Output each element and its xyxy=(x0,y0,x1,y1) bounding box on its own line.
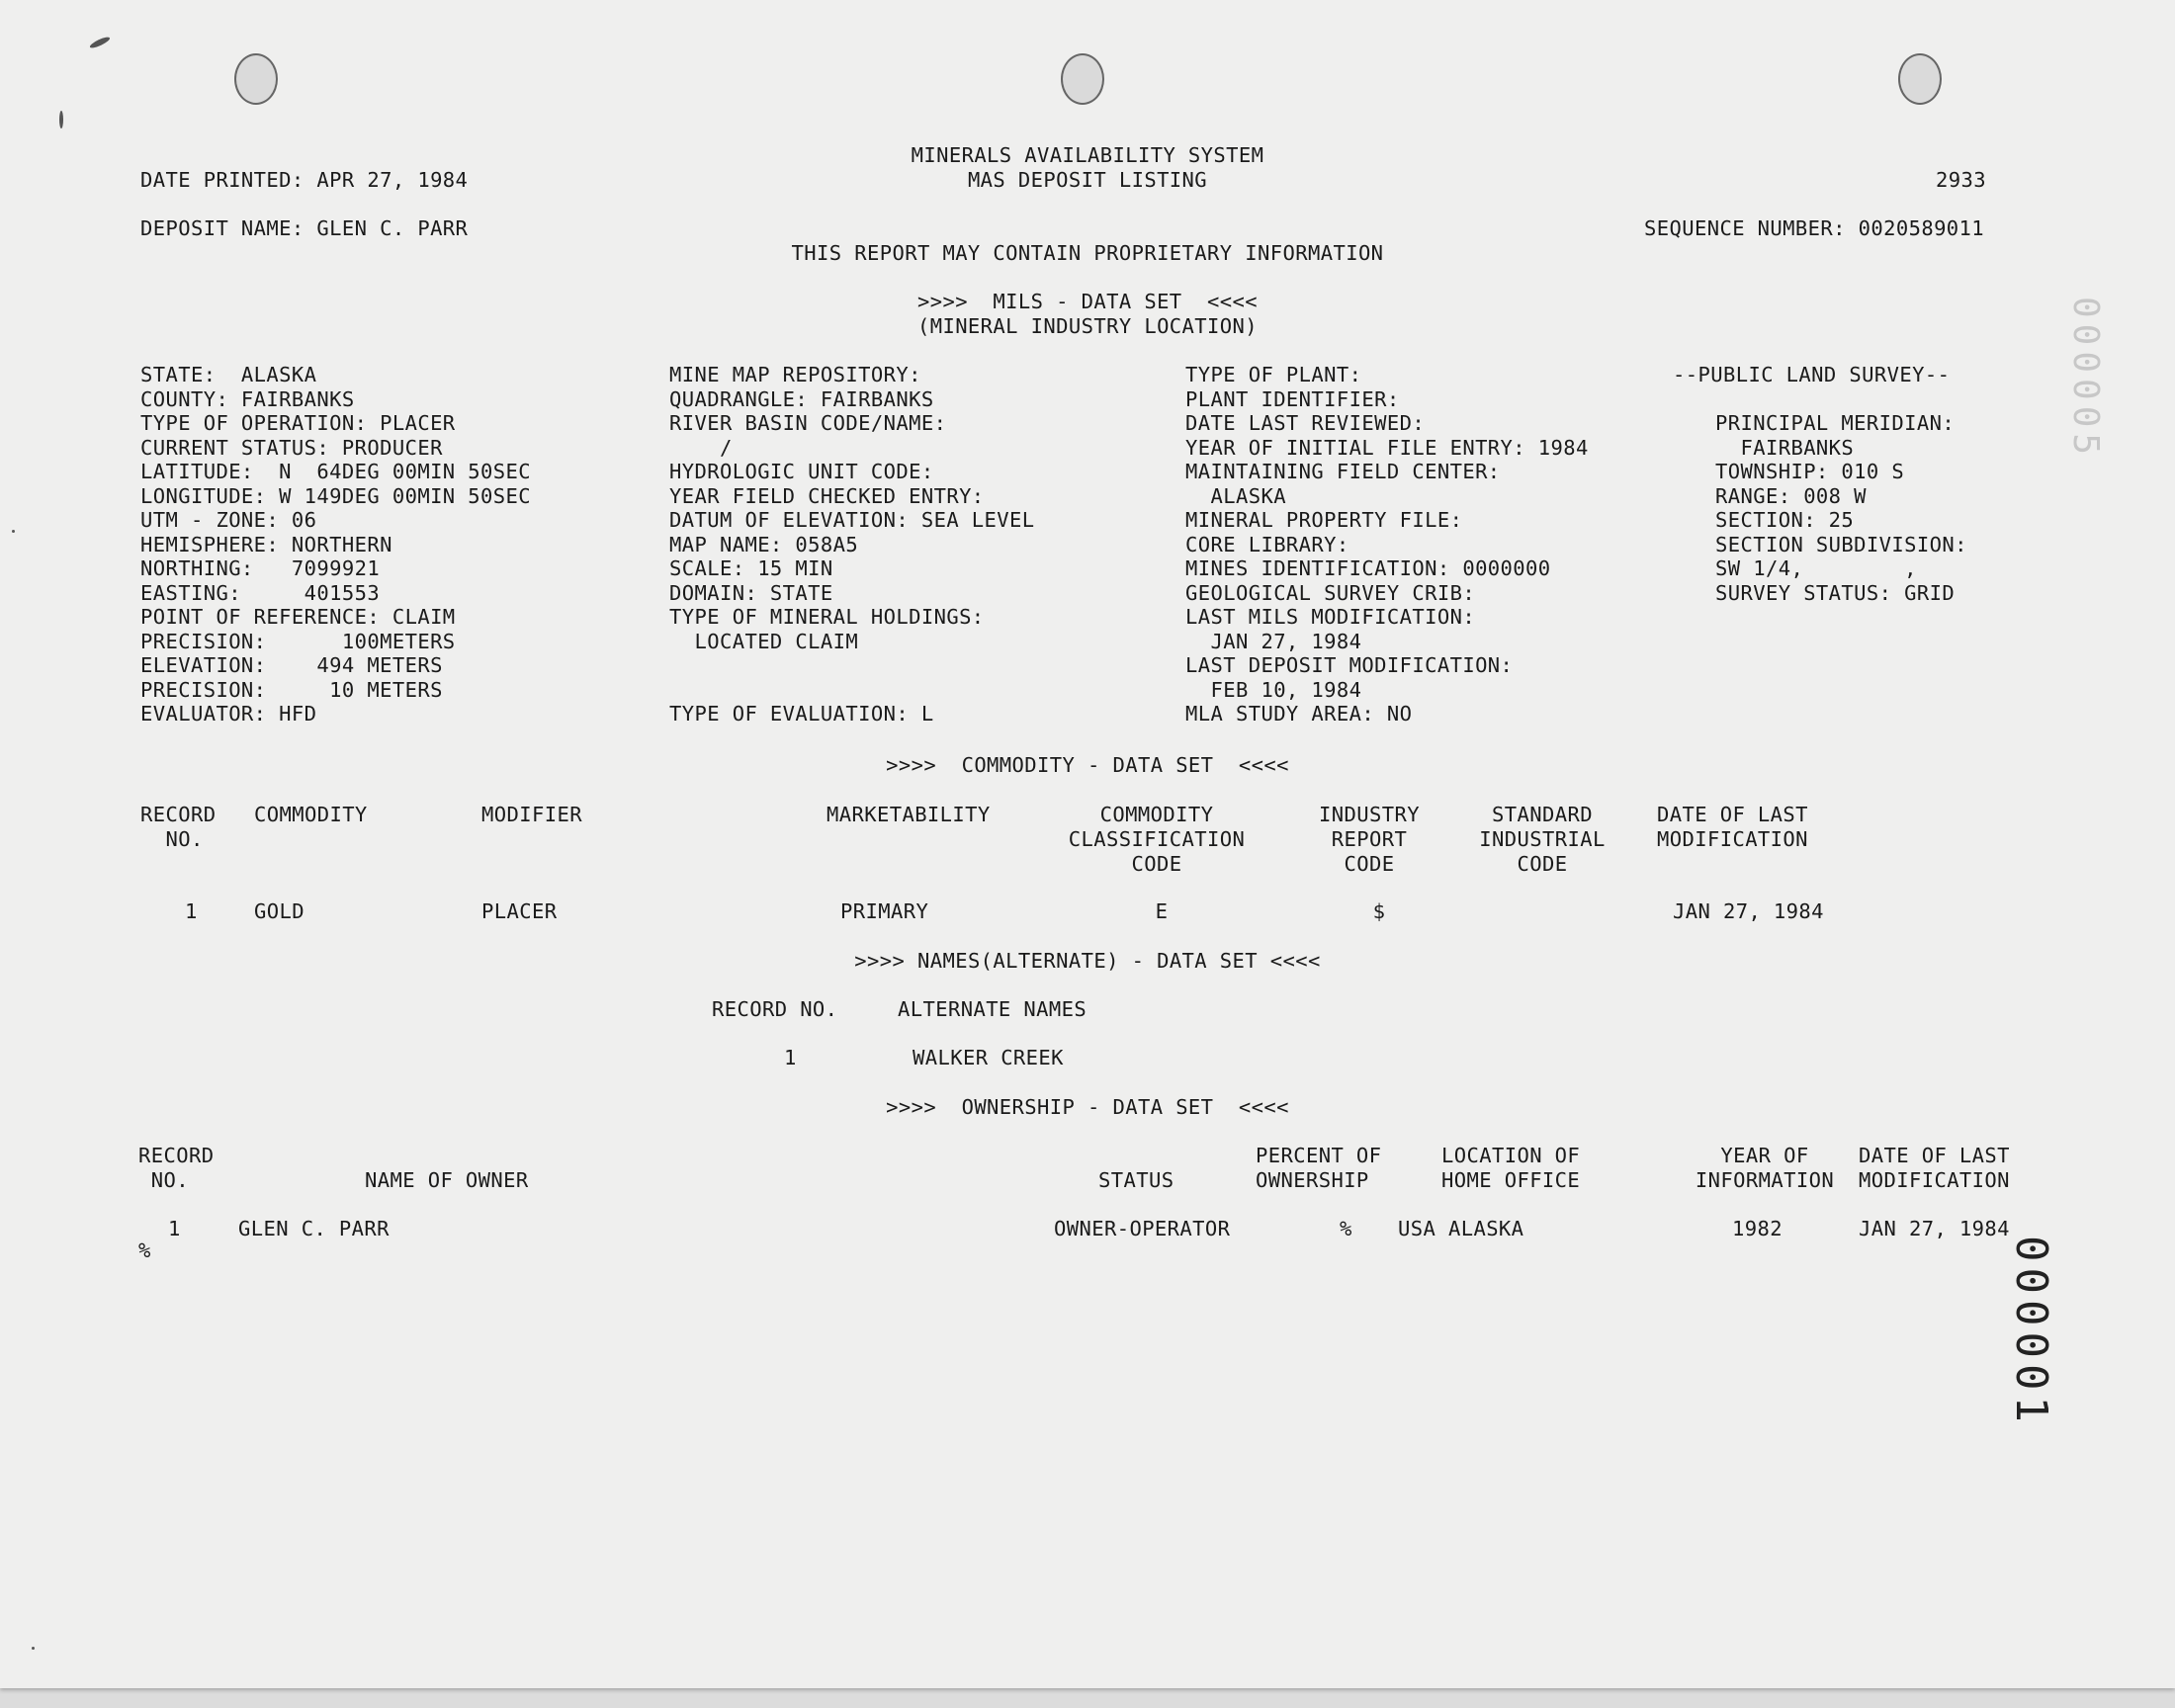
mils-field: MINES IDENTIFICATION: 0000000 xyxy=(1185,556,1551,580)
commodity-industry-code: $ xyxy=(1372,899,1386,923)
page-number: 2933 xyxy=(1936,168,1986,192)
ownership-header-year: YEAR OF INFORMATION xyxy=(1695,1144,1835,1192)
ownership-footnote: % xyxy=(138,1238,151,1262)
commodity-header-marketability: MARKETABILITY xyxy=(826,803,991,826)
mils-field: LAST MILS MODIFICATION: xyxy=(1185,605,1476,629)
commodity-header-sic: STANDARD INDUSTRIAL CODE xyxy=(1479,803,1606,876)
survey-field: RANGE: 008 W xyxy=(1715,484,1867,508)
mils-field: LOCATED CLAIM xyxy=(669,630,859,653)
owner-status: OWNER-OPERATOR xyxy=(1054,1217,1231,1240)
owner-name: GLEN C. PARR xyxy=(238,1217,390,1240)
mils-field: MAINTAINING FIELD CENTER: xyxy=(1185,460,1501,483)
mils-field: YEAR OF INITIAL FILE ENTRY: 1984 xyxy=(1185,436,1589,460)
survey-field: FAIRBANKS xyxy=(1715,436,1855,460)
scan-mark xyxy=(59,111,63,128)
mils-field: QUADRANGLE: FAIRBANKS xyxy=(669,387,934,411)
survey-field: TOWNSHIP: 010 S xyxy=(1715,460,1905,483)
mils-field: TYPE OF MINERAL HOLDINGS: xyxy=(669,605,985,629)
commodity-classification: E xyxy=(1155,899,1169,923)
mils-field: TYPE OF OPERATION: PLACER xyxy=(140,411,456,435)
names-record: 1 xyxy=(784,1046,797,1069)
deposit-name: DEPOSIT NAME: GLEN C. PARR xyxy=(140,216,469,240)
mils-field: HEMISPHERE: NORTHERN xyxy=(140,533,392,556)
sequence-number: SEQUENCE NUMBER: 0020589011 xyxy=(1644,216,1985,240)
ownership-header-location: LOCATION OF HOME OFFICE xyxy=(1441,1144,1581,1192)
scan-mark xyxy=(32,1647,35,1650)
scan-mark xyxy=(12,530,15,533)
names-header-record: RECORD NO. xyxy=(712,997,838,1021)
proprietary-notice: THIS REPORT MAY CONTAIN PROPRIETARY INFORMATION xyxy=(791,241,1384,265)
mils-field: TYPE OF PLANT: xyxy=(1185,363,1362,386)
mils-subtitle: (MINERAL INDUSTRY LOCATION) xyxy=(916,314,1259,338)
ownership-header-status: STATUS xyxy=(1098,1168,1174,1192)
mils-field: YEAR FIELD CHECKED ENTRY: xyxy=(669,484,985,508)
frame-number-stamp: 000001 xyxy=(2006,1236,2056,1428)
mils-field: / xyxy=(669,436,733,460)
owner-percent: % xyxy=(1340,1217,1352,1240)
mils-field: HYDROLOGIC UNIT CODE: xyxy=(669,460,934,483)
alternate-name: WALKER CREEK xyxy=(913,1046,1064,1069)
mils-field: MINE MAP REPOSITORY: xyxy=(669,363,921,386)
ownership-header-date: DATE OF LAST MODIFICATION xyxy=(1859,1144,2010,1192)
survey-field: SECTION: 25 xyxy=(1715,508,1855,532)
mils-field: FEB 10, 1984 xyxy=(1185,678,1362,702)
names-header-alternate: ALTERNATE NAMES xyxy=(898,997,1088,1021)
faint-frame-stamp: 000005 xyxy=(2065,297,2106,462)
mils-field: MLA STUDY AREA: NO xyxy=(1185,702,1413,726)
mils-field: UTM - ZONE: 06 xyxy=(140,508,317,532)
mils-field: PLANT IDENTIFIER: xyxy=(1185,387,1400,411)
commodity-header-classification: COMMODITY CLASSIFICATION CODE xyxy=(1068,803,1246,876)
mils-field: GEOLOGICAL SURVEY CRIB: xyxy=(1185,581,1476,605)
names-title: >>>> NAMES(ALTERNATE) - DATA SET <<<< xyxy=(854,949,1321,973)
mils-field: ALASKA xyxy=(1185,484,1286,508)
mils-field: DOMAIN: STATE xyxy=(669,581,833,605)
survey-field: SURVEY STATUS: GRID xyxy=(1715,581,1956,605)
mils-field: DATUM OF ELEVATION: SEA LEVEL xyxy=(669,508,1035,532)
commodity-header-commodity: COMMODITY xyxy=(254,803,368,826)
commodity-date: JAN 27, 1984 xyxy=(1673,899,1824,923)
survey-field: PRINCIPAL MERIDIAN: xyxy=(1715,411,1956,435)
mils-field: TYPE OF EVALUATION: L xyxy=(669,702,934,726)
mils-field: POINT OF REFERENCE: CLAIM xyxy=(140,605,456,629)
date-printed: DATE PRINTED: APR 27, 1984 xyxy=(140,168,469,192)
mils-field: DATE LAST REVIEWED: xyxy=(1185,411,1426,435)
listing-title: MAS DEPOSIT LISTING xyxy=(967,168,1208,192)
mils-field: STATE: ALASKA xyxy=(140,363,317,386)
mils-field: LONGITUDE: W 149DEG 00MIN 50SEC xyxy=(140,484,532,508)
survey-field: SW 1/4, , xyxy=(1715,556,1917,580)
commodity-header-industry: INDUSTRY REPORT CODE xyxy=(1319,803,1420,876)
mils-field: CURRENT STATUS: PRODUCER xyxy=(140,436,443,460)
ownership-header-percent: PERCENT OF OWNERSHIP xyxy=(1256,1144,1382,1192)
system-title: MINERALS AVAILABILITY SYSTEM xyxy=(911,143,1264,167)
mils-field: JAN 27, 1984 xyxy=(1185,630,1362,653)
mils-field: LATITUDE: N 64DEG 00MIN 50SEC xyxy=(140,460,532,483)
mils-field: ELEVATION: 494 METERS xyxy=(140,653,443,677)
information-year: 1982 xyxy=(1732,1217,1783,1240)
commodity-header-date: DATE OF LAST MODIFICATION xyxy=(1657,803,1808,851)
mils-field: MINERAL PROPERTY FILE: xyxy=(1185,508,1463,532)
home-office-location: USA ALASKA xyxy=(1398,1217,1524,1240)
mils-field: PRECISION: 100METERS xyxy=(140,630,456,653)
survey-title: --PUBLIC LAND SURVEY-- xyxy=(1673,363,1951,386)
mils-field: RIVER BASIN CODE/NAME: xyxy=(669,411,947,435)
mils-title: >>>> MILS - DATA SET <<<< xyxy=(916,290,1259,313)
commodity-record: 1 xyxy=(185,899,198,923)
commodity-marketability: PRIMARY xyxy=(840,899,929,923)
mils-field: SCALE: 15 MIN xyxy=(669,556,833,580)
mils-field: LAST DEPOSIT MODIFICATION: xyxy=(1185,653,1514,677)
commodity-title: >>>> COMMODITY - DATA SET <<<< xyxy=(886,753,1289,777)
commodity-header-modifier: MODIFIER xyxy=(481,803,582,826)
punch-hole-left xyxy=(234,53,278,105)
mils-field: EVALUATOR: HFD xyxy=(140,702,317,726)
ownership-title: >>>> OWNERSHIP - DATA SET <<<< xyxy=(886,1095,1289,1119)
mils-field: CORE LIBRARY: xyxy=(1185,533,1349,556)
ownership-record: 1 xyxy=(168,1217,181,1240)
commodity-name: GOLD xyxy=(254,899,304,923)
ownership-header-record: RECORD NO. xyxy=(138,1144,215,1192)
scan-mark xyxy=(89,36,111,50)
ownership-header-name: NAME OF OWNER xyxy=(365,1168,529,1192)
mils-field: PRECISION: 10 METERS xyxy=(140,678,443,702)
mils-field: COUNTY: FAIRBANKS xyxy=(140,387,355,411)
mils-field: MAP NAME: 058A5 xyxy=(669,533,859,556)
survey-field: SECTION SUBDIVISION: xyxy=(1715,533,1967,556)
mils-field: NORTHING: 7099921 xyxy=(140,556,381,580)
commodity-modifier: PLACER xyxy=(481,899,558,923)
commodity-header-record: RECORD NO. xyxy=(140,803,217,851)
ownership-modification-date: JAN 27, 1984 xyxy=(1859,1217,2010,1240)
punch-hole-center xyxy=(1061,53,1104,105)
punch-hole-right xyxy=(1898,53,1942,105)
mils-field: EASTING: 401553 xyxy=(140,581,381,605)
